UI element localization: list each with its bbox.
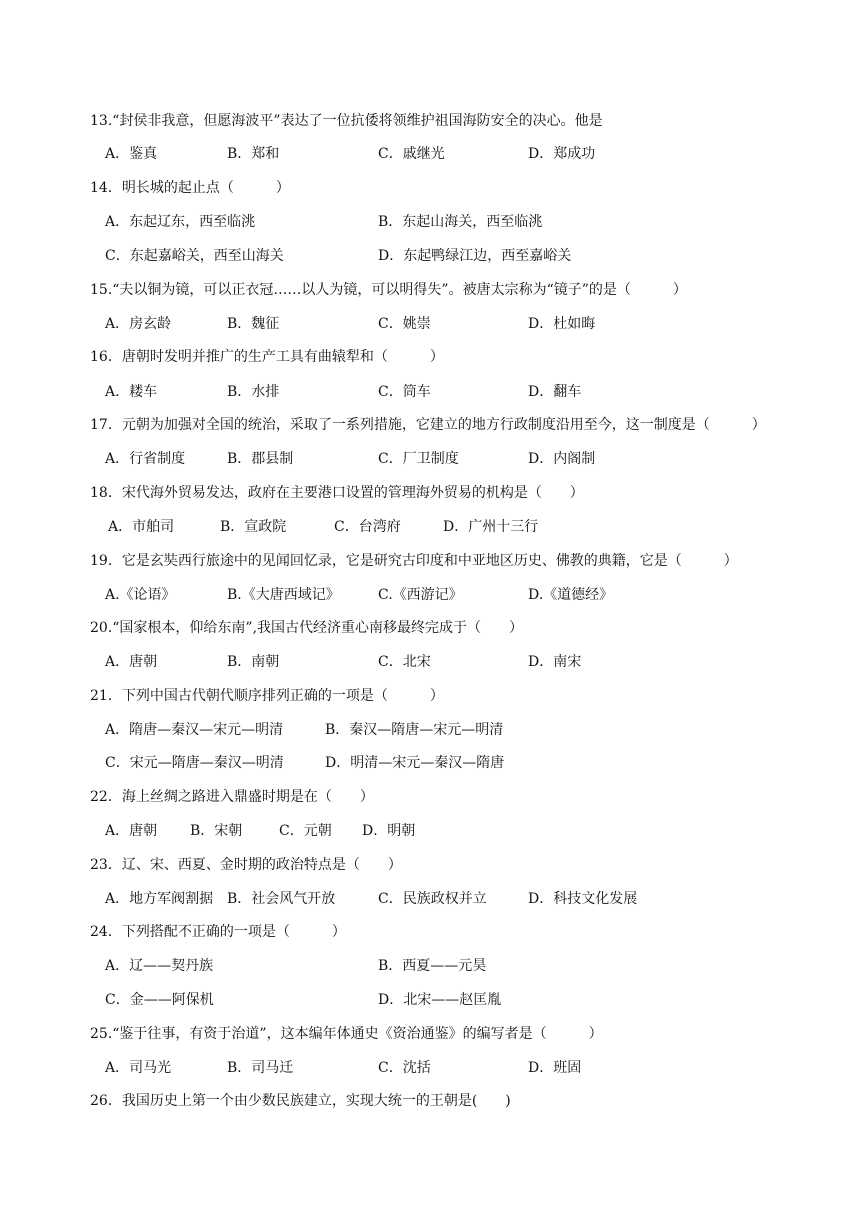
question-19-option-a: A.《论语》 <box>105 587 176 603</box>
question-21-option-c: C．宋元—隋唐—秦汉—明清 <box>105 755 284 771</box>
question-24-option-d: D．北宋——赵匡胤 <box>378 992 502 1008</box>
question-13-stem: 13.“封侯非我意，但愿海波平”表达了一位抗倭将领维护祖国海防安全的决心。他是 <box>90 113 603 129</box>
question-20-option-b: B．南朝 <box>227 654 280 670</box>
question-13-option-b: B．郑和 <box>227 146 280 162</box>
question-24-option-c: C．金——阿保机 <box>105 992 214 1008</box>
question-14-option-c: C．东起嘉峪关，西至山海关 <box>105 248 284 264</box>
question-22-stem: 22．海上丝绸之路进入鼎盛时期是在（ ） <box>90 789 374 805</box>
question-17-stem: 17．元朝为加强对全国的统治，采取了一系列措施，它建立的地方行政制度沿用至今，这一制度是（ ） <box>90 417 766 433</box>
question-13-option-a: A．鉴真 <box>105 146 158 162</box>
question-25-option-b: B．司马迁 <box>227 1060 294 1076</box>
question-25-option-a: A．司马光 <box>105 1060 172 1076</box>
question-14-option-a: A．东起辽东，西至临洮 <box>105 214 256 230</box>
question-19-option-c: C.《西游记》 <box>378 587 463 603</box>
question-24-option-b: B．西夏——元昊 <box>378 958 487 974</box>
question-17-option-d: D．内阁制 <box>528 451 596 467</box>
question-23-option-d: D．科技文化发展 <box>528 891 638 907</box>
question-18-option-c: C．台湾府 <box>334 519 401 535</box>
question-22-option-c: C．元朝 <box>279 823 332 839</box>
question-23-option-c: C．民族政权并立 <box>378 891 487 907</box>
question-14-option-d: D．东起鸭绿江边，西至嘉峪关 <box>378 248 572 264</box>
question-13-option-c: C．戚继光 <box>378 146 445 162</box>
question-25-stem: 25.“鉴于往事，有资于治道”，这本编年体通史《资治通鉴》的编写者是（ ） <box>90 1026 603 1042</box>
question-19-option-b: B.《大唐西域记》 <box>227 587 340 603</box>
question-18-option-b: B．宣政院 <box>220 519 287 535</box>
question-20-stem: 20.“国家根本，仰给东南”,我国古代经济重心南移最终完成于（ ） <box>90 620 524 636</box>
question-18-option-d: D．广州十三行 <box>443 519 539 535</box>
question-15-option-b: B．魏征 <box>227 316 280 332</box>
question-16-option-a: A．耧车 <box>105 384 158 400</box>
question-16-option-b: B．水排 <box>227 384 280 400</box>
question-22-option-d: D．明朝 <box>362 823 416 839</box>
question-19-stem: 19．它是玄奘西行旅途中的见闻回忆录，它是研究古印度和中亚地区历史、佛教的典籍，它是（ ） <box>90 553 738 569</box>
question-17-option-c: C．厂卫制度 <box>378 451 459 467</box>
question-13-option-d: D．郑成功 <box>528 146 596 162</box>
question-23-option-a: A．地方军阀割据 <box>105 891 214 907</box>
question-18-stem: 18．宋代海外贸易发达，政府在主要港口设置的管理海外贸易的机构是（ ） <box>90 485 584 501</box>
question-21-option-d: D．明清—宋元—秦汉—隋唐 <box>325 755 505 771</box>
question-20-option-d: D．南宋 <box>528 654 582 670</box>
question-15-option-d: D．杜如晦 <box>528 316 596 332</box>
question-18-option-a: A．市舶司 <box>108 519 175 535</box>
question-15-option-a: A．房玄龄 <box>105 316 172 332</box>
question-20-option-c: C．北宋 <box>378 654 431 670</box>
question-16-option-d: D．翻车 <box>528 384 582 400</box>
question-25-option-d: D．班固 <box>528 1060 582 1076</box>
question-16-stem: 16．唐朝时发明并推广的生产工具有曲辕犁和（ ） <box>90 349 444 365</box>
question-15-stem: 15.“夫以铜为镜，可以正衣冠……以人为镜，可以明得失”。被唐太宗称为“镜子”的是（ ） <box>90 282 687 298</box>
question-15-option-c: C．姚崇 <box>378 316 431 332</box>
question-14-option-b: B．东起山海关，西至临洮 <box>378 214 543 230</box>
question-22-option-a: A．唐朝 <box>105 823 158 839</box>
question-14-stem: 14．明长城的起止点（ ） <box>90 180 290 196</box>
question-21-stem: 21．下列中国古代朝代顺序排列正确的一项是（ ） <box>90 688 444 704</box>
question-24-stem: 24．下列搭配不正确的一项是（ ） <box>90 924 346 940</box>
question-16-option-c: C．筒车 <box>378 384 431 400</box>
question-23-option-b: B．社会风气开放 <box>227 891 336 907</box>
question-23-stem: 23．辽、宋、西夏、金时期的政治特点是（ ） <box>90 857 402 873</box>
question-24-option-a: A．辽——契丹族 <box>105 958 214 974</box>
question-17-option-a: A．行省制度 <box>105 451 186 467</box>
question-22-option-b: B．宋朝 <box>190 823 243 839</box>
question-25-option-c: C．沈括 <box>378 1060 431 1076</box>
question-21-option-a: A．隋唐—秦汉—宋元—明清 <box>105 722 284 738</box>
question-21-option-b: B．秦汉—隋唐—宋元—明清 <box>325 722 504 738</box>
question-19-option-d: D.《道德经》 <box>528 587 614 603</box>
question-20-option-a: A．唐朝 <box>105 654 158 670</box>
question-26-stem: 26．我国历史上第一个由少数民族建立，实现大统一的王朝是( ) <box>90 1093 511 1109</box>
question-17-option-b: B．郡县制 <box>227 451 294 467</box>
